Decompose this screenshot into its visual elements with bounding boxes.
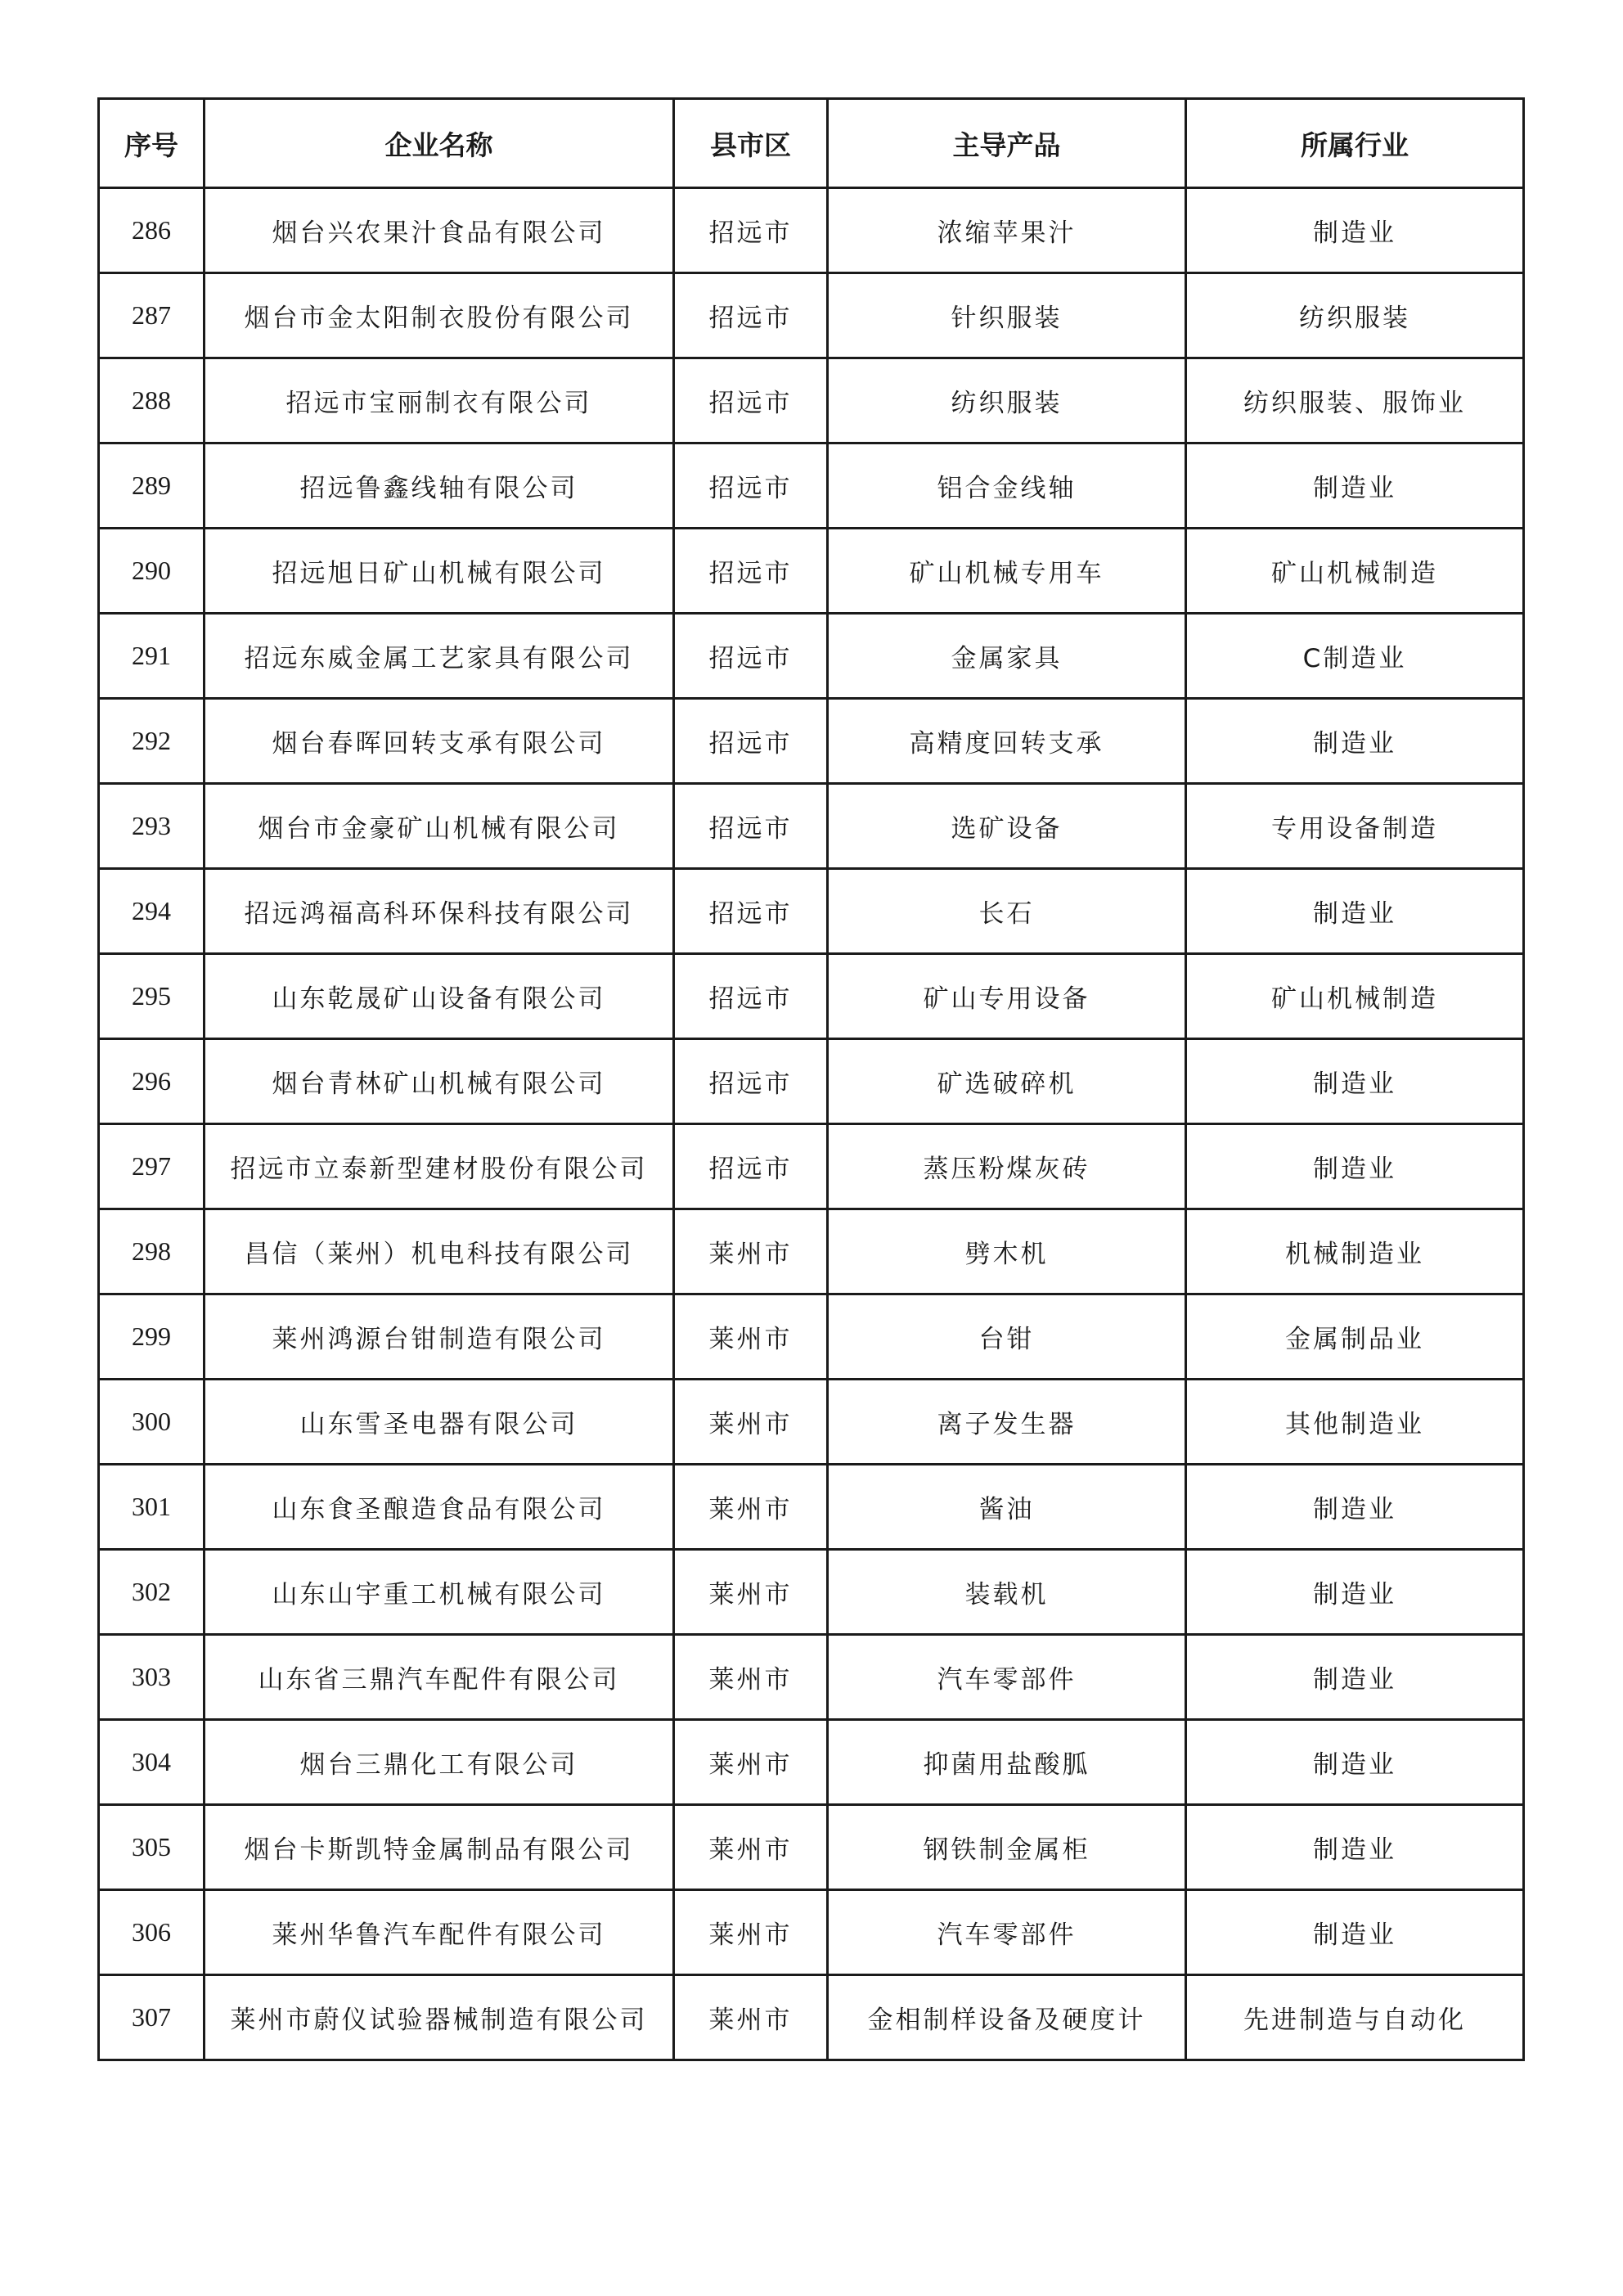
table-header <box>99 99 1524 188</box>
serial-number-cell: 299 <box>99 1294 205 1380</box>
county-cell: 招远市 <box>674 869 828 954</box>
header-main-product: 主导产品 <box>828 99 1186 188</box>
main-product-cell: 酱油 <box>828 1465 1186 1550</box>
county-cell: 招远市 <box>674 1039 828 1124</box>
serial-number-cell: 286 <box>99 188 205 273</box>
industry-cell: 制造业 <box>1186 1550 1524 1635</box>
company-name-cell: 烟台春晖回转支承有限公司 <box>205 699 674 784</box>
county-cell: 招远市 <box>674 699 828 784</box>
company-name-cell: 山东乾晟矿山设备有限公司 <box>205 954 674 1039</box>
table-row <box>99 188 1524 273</box>
main-product-cell: 劈木机 <box>828 1209 1186 1294</box>
main-product-cell: 针织服装 <box>828 273 1186 358</box>
serial-number-cell: 304 <box>99 1720 205 1805</box>
table-row <box>99 1380 1524 1465</box>
county-cell: 莱州市 <box>674 1635 828 1720</box>
county-cell: 莱州市 <box>674 1294 828 1380</box>
company-name-cell: 山东食圣酿造食品有限公司 <box>205 1465 674 1550</box>
main-product-cell: 蒸压粉煤灰砖 <box>828 1124 1186 1209</box>
table-row <box>99 784 1524 869</box>
table-row <box>99 1465 1524 1550</box>
main-product-cell: 钢铁制金属柜 <box>828 1805 1186 1890</box>
industry-cell: 制造业 <box>1186 869 1524 954</box>
county-cell: 莱州市 <box>674 1890 828 1975</box>
industry-cell: 金属制品业 <box>1186 1294 1524 1380</box>
table-row <box>99 869 1524 954</box>
company-name-cell: 烟台兴农果汁食品有限公司 <box>205 188 674 273</box>
main-product-cell: 装载机 <box>828 1550 1186 1635</box>
header-company-name: 企业名称 <box>205 99 674 188</box>
main-product-cell: 金相制样设备及硬度计 <box>828 1975 1186 2060</box>
county-cell: 莱州市 <box>674 1975 828 2060</box>
company-name-cell: 莱州鸿源台钳制造有限公司 <box>205 1294 674 1380</box>
serial-number-cell: 289 <box>99 443 205 529</box>
header-county-district: 县市区 <box>674 99 828 188</box>
county-cell: 招远市 <box>674 529 828 614</box>
company-name-cell: 烟台青林矿山机械有限公司 <box>205 1039 674 1124</box>
county-cell: 莱州市 <box>674 1805 828 1890</box>
serial-number-cell: 291 <box>99 614 205 699</box>
company-name-cell: 山东省三鼎汽车配件有限公司 <box>205 1635 674 1720</box>
header-row <box>99 99 1524 188</box>
main-product-cell: 抑菌用盐酸胍 <box>828 1720 1186 1805</box>
serial-number-cell: 305 <box>99 1805 205 1890</box>
table-row <box>99 1209 1524 1294</box>
industry-cell: 先进制造与自动化 <box>1186 1975 1524 2060</box>
table-row <box>99 954 1524 1039</box>
table-row <box>99 1550 1524 1635</box>
industry-cell: 制造业 <box>1186 699 1524 784</box>
table-row <box>99 1720 1524 1805</box>
industry-cell: 纺织服装、服饰业 <box>1186 358 1524 443</box>
company-name-cell: 招远东威金属工艺家具有限公司 <box>205 614 674 699</box>
company-name-cell: 昌信（莱州）机电科技有限公司 <box>205 1209 674 1294</box>
main-product-cell: 长石 <box>828 869 1186 954</box>
main-product-cell: 浓缩苹果汁 <box>828 188 1186 273</box>
serial-number-cell: 302 <box>99 1550 205 1635</box>
company-name-cell: 莱州华鲁汽车配件有限公司 <box>205 1890 674 1975</box>
serial-number-cell: 303 <box>99 1635 205 1720</box>
serial-number-cell: 290 <box>99 529 205 614</box>
company-name-cell: 招远市宝丽制衣有限公司 <box>205 358 674 443</box>
county-cell: 招远市 <box>674 358 828 443</box>
company-name-cell: 招远鲁鑫线轴有限公司 <box>205 443 674 529</box>
company-name-cell: 烟台市金豪矿山机械有限公司 <box>205 784 674 869</box>
company-name-cell: 招远鸿福高科环保科技有限公司 <box>205 869 674 954</box>
county-cell: 招远市 <box>674 784 828 869</box>
main-product-cell: 汽车零部件 <box>828 1890 1186 1975</box>
company-name-cell: 山东山宇重工机械有限公司 <box>205 1550 674 1635</box>
table-row <box>99 358 1524 443</box>
industry-cell: 专用设备制造 <box>1186 784 1524 869</box>
industry-cell: 制造业 <box>1186 188 1524 273</box>
table-row <box>99 1294 1524 1380</box>
table-row <box>99 699 1524 784</box>
county-cell: 招远市 <box>674 188 828 273</box>
main-product-cell: 高精度回转支承 <box>828 699 1186 784</box>
company-name-cell: 山东雪圣电器有限公司 <box>205 1380 674 1465</box>
table-row <box>99 1890 1524 1975</box>
company-name-cell: 烟台卡斯凯特金属制品有限公司 <box>205 1805 674 1890</box>
county-cell: 莱州市 <box>674 1380 828 1465</box>
county-cell: 莱州市 <box>674 1209 828 1294</box>
table-row <box>99 273 1524 358</box>
company-name-cell: 招远市立泰新型建材股份有限公司 <box>205 1124 674 1209</box>
serial-number-cell: 306 <box>99 1890 205 1975</box>
company-name-cell: 莱州市蔚仪试验器械制造有限公司 <box>205 1975 674 2060</box>
industry-cell: 其他制造业 <box>1186 1380 1524 1465</box>
serial-number-cell: 307 <box>99 1975 205 2060</box>
company-name-cell: 招远旭日矿山机械有限公司 <box>205 529 674 614</box>
industry-cell: 矿山机械制造 <box>1186 954 1524 1039</box>
table-row <box>99 614 1524 699</box>
county-cell: 招远市 <box>674 443 828 529</box>
industry-cell: C制造业 <box>1186 614 1524 699</box>
serial-number-cell: 295 <box>99 954 205 1039</box>
industry-cell: 机械制造业 <box>1186 1209 1524 1294</box>
table-row <box>99 1975 1524 2060</box>
main-product-cell: 台钳 <box>828 1294 1186 1380</box>
industry-cell: 制造业 <box>1186 1720 1524 1805</box>
county-cell: 招远市 <box>674 1124 828 1209</box>
table-row <box>99 1805 1524 1890</box>
enterprise-table <box>97 97 1525 2061</box>
table-row <box>99 443 1524 529</box>
main-product-cell: 矿选破碎机 <box>828 1039 1186 1124</box>
county-cell: 莱州市 <box>674 1465 828 1550</box>
serial-number-cell: 287 <box>99 273 205 358</box>
header-industry: 所属行业 <box>1186 99 1524 188</box>
serial-number-cell: 296 <box>99 1039 205 1124</box>
main-product-cell: 汽车零部件 <box>828 1635 1186 1720</box>
industry-cell: 制造业 <box>1186 1039 1524 1124</box>
serial-number-cell: 301 <box>99 1465 205 1550</box>
industry-cell: 制造业 <box>1186 1805 1524 1890</box>
main-product-cell: 铝合金线轴 <box>828 443 1186 529</box>
serial-number-cell: 292 <box>99 699 205 784</box>
county-cell: 莱州市 <box>674 1550 828 1635</box>
serial-number-cell: 294 <box>99 869 205 954</box>
industry-cell: 制造业 <box>1186 1635 1524 1720</box>
county-cell: 招远市 <box>674 273 828 358</box>
header-serial-number: 序号 <box>99 99 205 188</box>
main-product-cell: 选矿设备 <box>828 784 1186 869</box>
serial-number-cell: 298 <box>99 1209 205 1294</box>
serial-number-cell: 297 <box>99 1124 205 1209</box>
table-row <box>99 1635 1524 1720</box>
main-product-cell: 纺织服装 <box>828 358 1186 443</box>
serial-number-cell: 300 <box>99 1380 205 1465</box>
main-product-cell: 离子发生器 <box>828 1380 1186 1465</box>
company-name-cell: 烟台三鼎化工有限公司 <box>205 1720 674 1805</box>
industry-cell: 制造业 <box>1186 1890 1524 1975</box>
county-cell: 莱州市 <box>674 1720 828 1805</box>
serial-number-cell: 288 <box>99 358 205 443</box>
table-row <box>99 529 1524 614</box>
table-body <box>99 188 1524 2060</box>
serial-number-cell: 293 <box>99 784 205 869</box>
table-row <box>99 1039 1524 1124</box>
industry-cell: 制造业 <box>1186 1124 1524 1209</box>
industry-cell: 纺织服装 <box>1186 273 1524 358</box>
main-product-cell: 矿山机械专用车 <box>828 529 1186 614</box>
county-cell: 招远市 <box>674 614 828 699</box>
industry-cell: 制造业 <box>1186 1465 1524 1550</box>
company-name-cell: 烟台市金太阳制衣股份有限公司 <box>205 273 674 358</box>
main-product-cell: 金属家具 <box>828 614 1186 699</box>
industry-cell: 制造业 <box>1186 443 1524 529</box>
main-product-cell: 矿山专用设备 <box>828 954 1186 1039</box>
table-row <box>99 1124 1524 1209</box>
enterprise-table-container <box>97 97 1522 2061</box>
county-cell: 招远市 <box>674 954 828 1039</box>
industry-cell: 矿山机械制造 <box>1186 529 1524 614</box>
